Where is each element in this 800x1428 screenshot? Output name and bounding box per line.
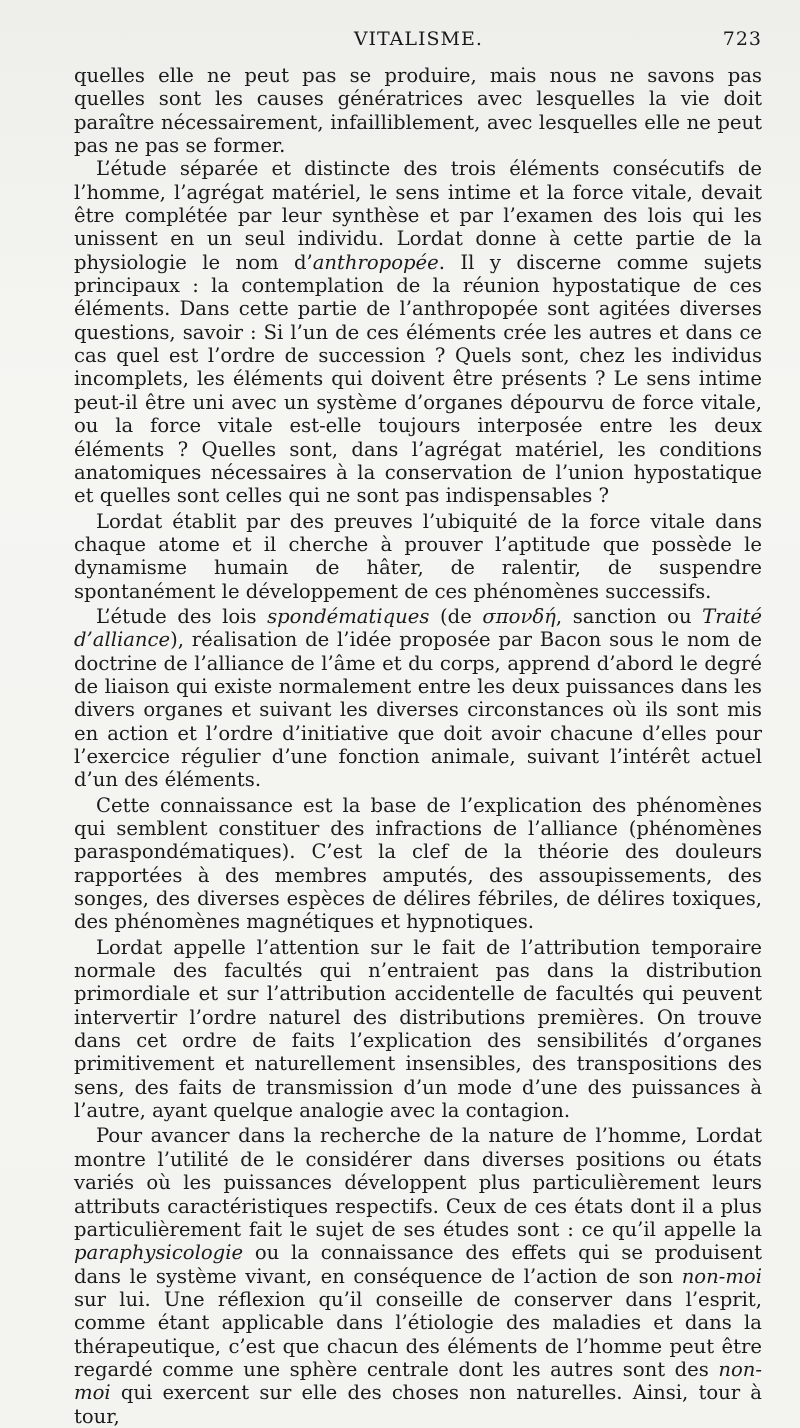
text-run: L’étude des lois [96, 604, 268, 628]
running-head [74, 28, 762, 64]
body-text [74, 64, 762, 1428]
italic-term: spondématiques [267, 604, 430, 628]
paragraph [74, 794, 762, 934]
paragraph [74, 64, 762, 157]
text-run: Lordat appelle l’attention sur le fait de l’attribution temporaire normale des facultés qui n’entraient pas dans la distribution primordiale et sur l’attribution accidentelle de facultés qui peuvent intervertir l’ordre naturel des distributions premières. On trouve dans cet ordre de faits l’explication des sensibilités d’organes primitivement et naturellement insensibles, des transpositions des sens, des faits de transmission d’un mode d’une des puissances à l’autre, ayant quelque analogie avec la contagion. [74, 935, 762, 1123]
text-run: Lordat établit par des preuves l’ubiquité de la force vitale dans chaque atome et il cherche à prouver l’aptitude que possède le dynamisme humain de hâter, de ralentir, de suspendre spontanément le développement de ces phénomènes successifs. [74, 509, 762, 603]
italic-term: paraphysicologie [74, 1241, 244, 1265]
paragraph [74, 936, 762, 1123]
text-run: ou la connaissance des effets qui se produisent dans le système vivant, en conséquence de l’action de son [74, 1241, 762, 1288]
text-run: qui exercent sur elle des choses non naturelles. Ainsi, tour à tour, [74, 1381, 762, 1428]
paragraph [74, 605, 762, 792]
text-run: quelles elle ne peut pas se produire, mais nous ne savons pas quelles sont les causes génératrices avec lesquelles la vie doit paraître nécessairement, infailliblement, avec lesquelles elle ne peut pas ne pas se former. [74, 64, 762, 158]
paragraph [74, 1124, 762, 1427]
text-run: (de [429, 604, 483, 628]
italic-term: anthropopée [312, 250, 439, 274]
italic-term: non-moi [681, 1264, 762, 1288]
text-run: Pour avancer dans la recherche de la nature de l’homme, Lordat montre l’utilité de le considérer dans diverses positions ou états variés où les puissances développent plus particulièrement leurs attributs caractéristiques respectifs. Ceux de ces états dont il a plus particulièrement fait le sujet de ses études sont : ce qu’il appelle la [74, 1124, 762, 1241]
text-run: , sanction ou [555, 604, 703, 628]
italic-term: Traité d’alliance [74, 604, 763, 652]
text-run: . Il y discerne comme sujets principaux : la contemplation de la réunion hypostatique de ces éléments. Dans cette partie de l’anthropopée sont agitées diverses questions, savoir : Si l’un de ces éléments crée les autres et dans ce cas quel est l’ordre de succession ? Quels sont, chez les individus incomplets, les éléments qui doivent être présents ? Le sens intime peut-il être uni avec un système d’organes dépourvu de force vitale, ou la force vitale est-elle toujours interposée entre les deux éléments ? Quelles sont, dans l’agrégat matériel, les conditions anatomiques nécessaires à la conservation de l’union hypostatique et quelles sont celles qui ne sont pas indispensables ? [74, 250, 762, 508]
paragraph [74, 157, 762, 507]
running-title: VITALISME. [353, 28, 483, 50]
text-run: L’étude séparée et distincte des trois éléments consécutifs de l’homme, l’agrégat matériel, le sens intime et la force vitale, devait être complétée par leur synthèse et par l’examen des lois qui les unissent en un seul individu. Lordat donne à cette partie de la physiologie le nom d’ [74, 157, 762, 274]
text-run: sur lui. Une réflexion qu’il conseille de conserver dans l’esprit, comme étant applicable dans l’étiologie des maladies et dans la thérapeutique, c’est que chacun des éléments de l’homme peut être regardé comme une sphère centrale dont les autres sont des [74, 1287, 762, 1381]
paragraph [74, 510, 762, 603]
italic-term: non-moi [74, 1357, 762, 1405]
text-run: ), réalisation de l’idée proposée par Bacon sous le nom de doctrine de l’alliance de l’âme et du corps, apprend d’abord le degré de liaison qui existe normalement entre les deux puissances dans les divers organes et suivant les diverses circonstances où ils sont mis en action et l’ordre d’initiative que doit avoir chacune d’elles pour l’exercice régulier d’une fonction animale, suivant l’intérêt actuel d’un des éléments. [74, 628, 762, 792]
italic-term: σπονδή [482, 604, 556, 628]
page-number: 723 [722, 28, 762, 50]
text-run: Cette connaissance est la base de l’explication des phénomènes qui semblent constituer des infractions de l’alliance (phénomènes paraspondématiques). C’est la clef de la théorie des douleurs rapportées à des membres amputés, des assoupissements, des songes, des diverses espèces de délires fébriles, de délires toxiques, des phénomènes magnétiques et hypnotiques. [74, 793, 762, 934]
